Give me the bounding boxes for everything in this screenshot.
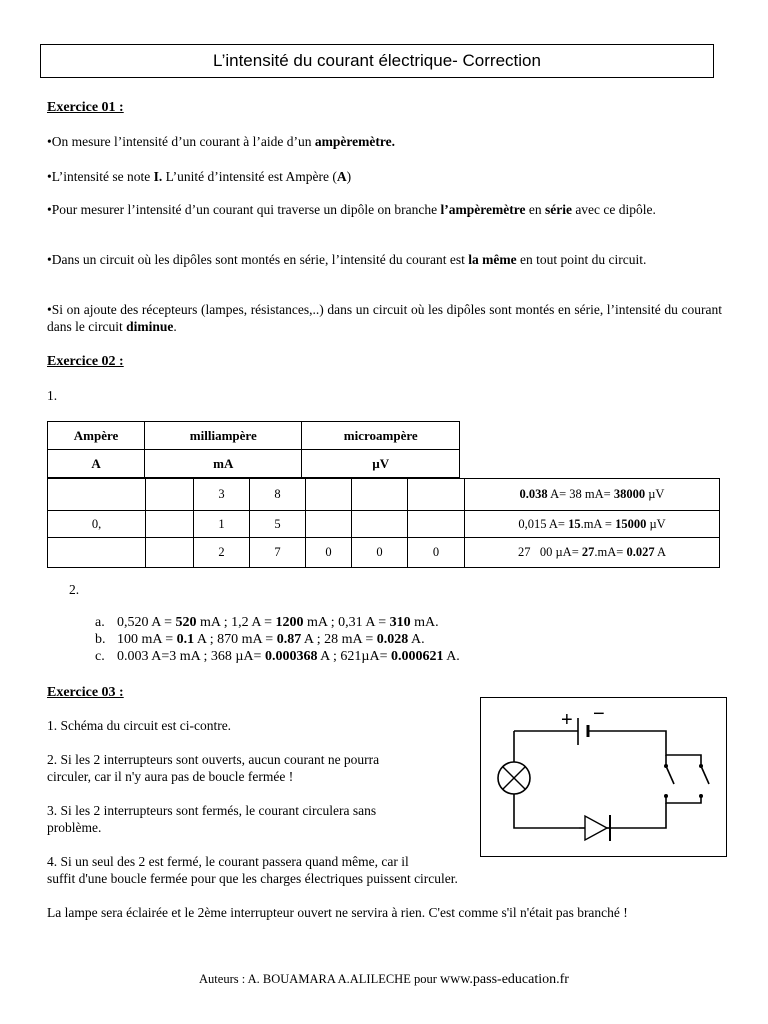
table-cell: 2: [194, 538, 250, 568]
ex1-item-1: •On mesure l’intensité d’un courant à l’aide d’un ampèremètre.: [47, 134, 395, 149]
unit-ma: mA: [145, 450, 302, 478]
ex3-paragraph-5: La lampe sera éclairée et le 2ème interrupteur ouvert ne servira à rien. C'est comme s'il n'était pas branché !: [47, 905, 628, 920]
question-2-label: 2.: [69, 582, 80, 597]
ex3-paragraph-1: 1. Schéma du circuit est ci-contre.: [47, 718, 232, 733]
ex3-paragraph-3a: 3. Si les 2 interrupteurs sont fermés, le courant circulera sans: [47, 803, 377, 818]
table-row: [48, 538, 720, 568]
exercise-3-heading: Exercice 03 :: [47, 685, 124, 700]
table-cell: 0: [306, 538, 352, 568]
result-cell: 0.038 A= 38 mA= 38000 µV: [465, 479, 720, 511]
battery-plus-label: +: [561, 709, 573, 731]
ex1-item-5: •Si on ajoute des récepteurs (lampes, résistances,..) dans un circuit où les dipôles sont montés en série, l’intensité du courant dans le circuit diminue.: [47, 302, 722, 334]
list-item: b. 100 mA = 0.1 A ; 870 mA = 0.87 A ; 28 mA = 0.028 A.: [95, 632, 425, 647]
circuit-schematic: [481, 698, 726, 856]
question-1-label: 1.: [47, 388, 58, 403]
conversion-table: [47, 478, 720, 568]
table-cell: 5: [250, 511, 306, 538]
table-cell: [48, 538, 146, 568]
result-cell: 27 00 µA= 27.mA= 0.027 A: [465, 538, 720, 568]
table-cell: [146, 538, 194, 568]
table-cell: [408, 511, 465, 538]
table-cell: [408, 479, 465, 511]
result-cell: 0,015 A= 15.mA = 15000 µV: [465, 511, 720, 538]
header-ampere: Ampère: [48, 422, 145, 450]
table-cell: 3: [194, 479, 250, 511]
ex3-paragraph-2a: 2. Si les 2 interrupteurs sont ouverts, aucun courant ne pourra: [47, 752, 380, 767]
diode-icon: [579, 815, 611, 841]
ex3-paragraph-3b: problème.: [47, 820, 102, 835]
lamp-icon: [498, 762, 530, 794]
ex1-item-3: •Pour mesurer l’intensité d’un courant qui traverse un dipôle on branche l’ampèremètre en série avec ce dipôle.: [47, 202, 656, 217]
ex3-paragraph-2b: circuler, car il n'y aura pas de boucle fermée !: [47, 769, 294, 784]
table-cell: [352, 511, 408, 538]
table-row: [48, 479, 720, 511]
ex1-item-4: •Dans un circuit où les dipôles sont montés en série, l’intensité du courant est la même en tout point du circuit.: [47, 252, 647, 267]
header-milliampere: milliampère: [145, 422, 302, 450]
ex3-paragraph-4a: 4. Si un seul des 2 est fermé, le courant passera quand même, car il: [47, 854, 409, 869]
ex1-item-2: •L’intensité se note I. L’unité d’intensité est Ampère (A): [47, 169, 352, 184]
unit-uv: µV: [302, 450, 460, 478]
footer-site-link[interactable]: www.pass-education.fr: [440, 972, 569, 987]
list-item: a. 0,520 A = 520 mA ; 1,2 A = 1200 mA ; 0,31 A = 310 mA.: [95, 615, 439, 630]
header-microampere: microampère: [302, 422, 460, 450]
table-row: [48, 511, 720, 538]
table-cell: 0: [408, 538, 465, 568]
ex3-paragraph-4b: suffit d'une boucle fermée pour que les charges électriques puissent circuler.: [47, 871, 458, 886]
list-item: c. 0.003 A=3 mA ; 368 µA= 0.000368 A ; 621µA= 0.000621 A.: [95, 649, 460, 664]
battery-minus-label: −: [593, 703, 605, 725]
page-title: L’intensité du courant électrique- Correction: [40, 44, 714, 78]
exercise-1-heading: Exercice 01 :: [47, 100, 124, 115]
circuit-diagram: [480, 697, 727, 857]
table-cell: 7: [250, 538, 306, 568]
table-cell: 0,: [48, 511, 146, 538]
switch-icon: [664, 764, 703, 798]
table-cell: 8: [250, 479, 306, 511]
table-cell: [306, 479, 352, 511]
table-cell: [48, 479, 146, 511]
exercise-2-heading: Exercice 02 :: [47, 354, 124, 369]
unit-a: A: [48, 450, 145, 478]
table-cell: [306, 511, 352, 538]
table-cell: [352, 479, 408, 511]
answers-list: [95, 614, 460, 665]
table-cell: 0: [352, 538, 408, 568]
table-cell: 1: [194, 511, 250, 538]
units-header-table: [47, 421, 460, 478]
table-cell: [146, 511, 194, 538]
footer-credits: Auteurs : A. BOUAMARA A.ALILECHE pour www.pass-education.fr: [199, 972, 569, 987]
table-cell: [146, 479, 194, 511]
